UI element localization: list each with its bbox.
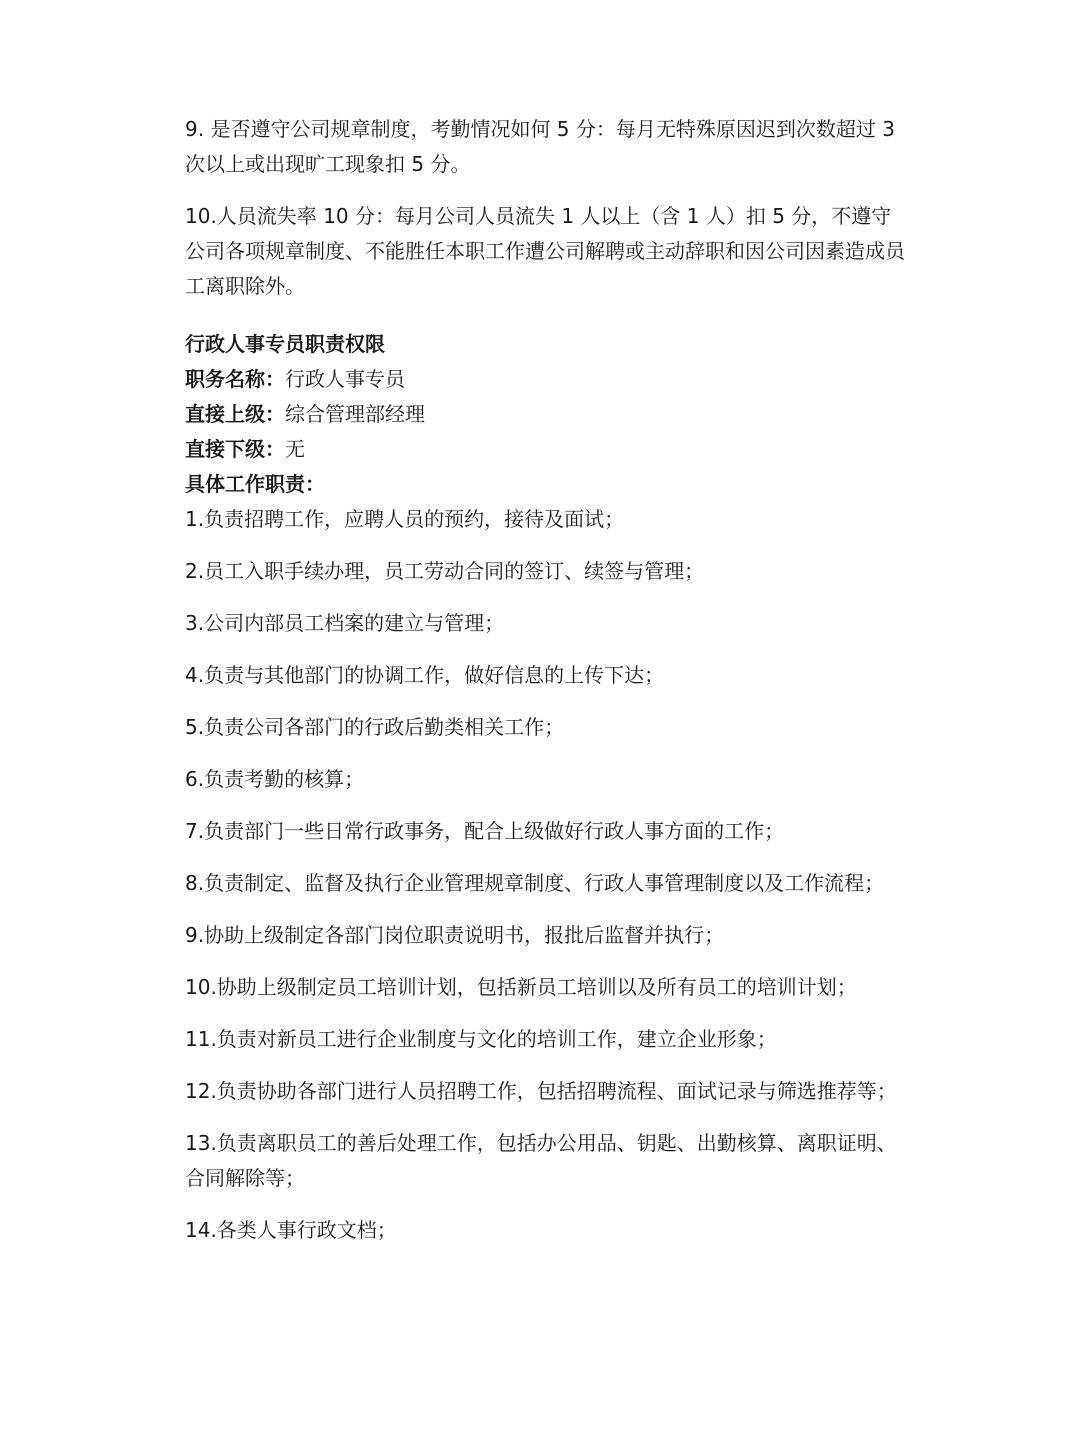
list-item: 1.负责招聘工作，应聘人员的预约，接待及面试； bbox=[185, 507, 625, 531]
field-direct-subordinate bbox=[185, 432, 905, 467]
document-page bbox=[185, 112, 905, 1265]
list-item: 5.负责公司各部门的行政后勤类相关工作； bbox=[185, 715, 565, 739]
field-label: 职务名称： bbox=[185, 367, 285, 391]
intro-paragraph-1: 9. 是否遵守公司规章制度，考勤情况如何 5 分：每月无特殊原因迟到次数超过 3 次以上或出现旷工现象扣 5 分。 bbox=[185, 117, 895, 176]
intro-paragraph-2: 10.人员流失率 10 分：每月公司人员流失 1 人以上（含 1 人）扣 5 分，不遵守公司各项规章制度、不能胜任本职工作遭公司解聘或主动辞职和因公司因素造成员工离职除外。 bbox=[185, 204, 905, 298]
list-item: 11.负责对新员工进行企业制度与文化的培训工作，建立企业形象； bbox=[185, 1027, 777, 1051]
list-item: 14.各类人事行政文档； bbox=[185, 1218, 397, 1242]
list-item: 7.负责部门一些日常行政事务，配合上级做好行政人事方面的工作； bbox=[185, 819, 785, 843]
list-item: 2.员工入职手续办理，员工劳动合同的签订、续签与管理； bbox=[185, 559, 705, 583]
list-item: 10.协助上级制定员工培训计划，包括新员工培训以及所有员工的培训计划； bbox=[185, 975, 857, 999]
section-title: 行政人事专员职责权限 bbox=[185, 332, 385, 356]
list-item: 4.负责与其他部门的协调工作，做好信息的上传下达； bbox=[185, 663, 665, 687]
duty-list bbox=[185, 502, 905, 1248]
field-job-title bbox=[185, 362, 905, 397]
field-label: 直接上级： bbox=[185, 402, 285, 426]
list-item: 3.公司内部员工档案的建立与管理； bbox=[185, 611, 505, 635]
duties-heading: 具体工作职责： bbox=[185, 472, 325, 496]
field-value: 无 bbox=[285, 437, 305, 461]
list-item: 12.负责协助各部门进行人员招聘工作，包括招聘流程、面试记录与筛选推荐等； bbox=[185, 1079, 897, 1103]
field-direct-superior bbox=[185, 397, 905, 432]
list-item: 6.负责考勤的核算； bbox=[185, 767, 365, 791]
list-item: 9.协助上级制定各部门岗位职责说明书，报批后监督并执行； bbox=[185, 923, 725, 947]
list-item: 8.负责制定、监督及执行企业管理规章制度、行政人事管理制度以及工作流程； bbox=[185, 871, 885, 895]
list-item: 13.负责离职员工的善后处理工作，包括办公用品、钥匙、出勤核算、离职证明、合同解除等； bbox=[185, 1131, 897, 1190]
field-value: 综合管理部经理 bbox=[285, 402, 425, 426]
field-label: 直接下级： bbox=[185, 437, 285, 461]
field-value: 行政人事专员 bbox=[285, 367, 405, 391]
